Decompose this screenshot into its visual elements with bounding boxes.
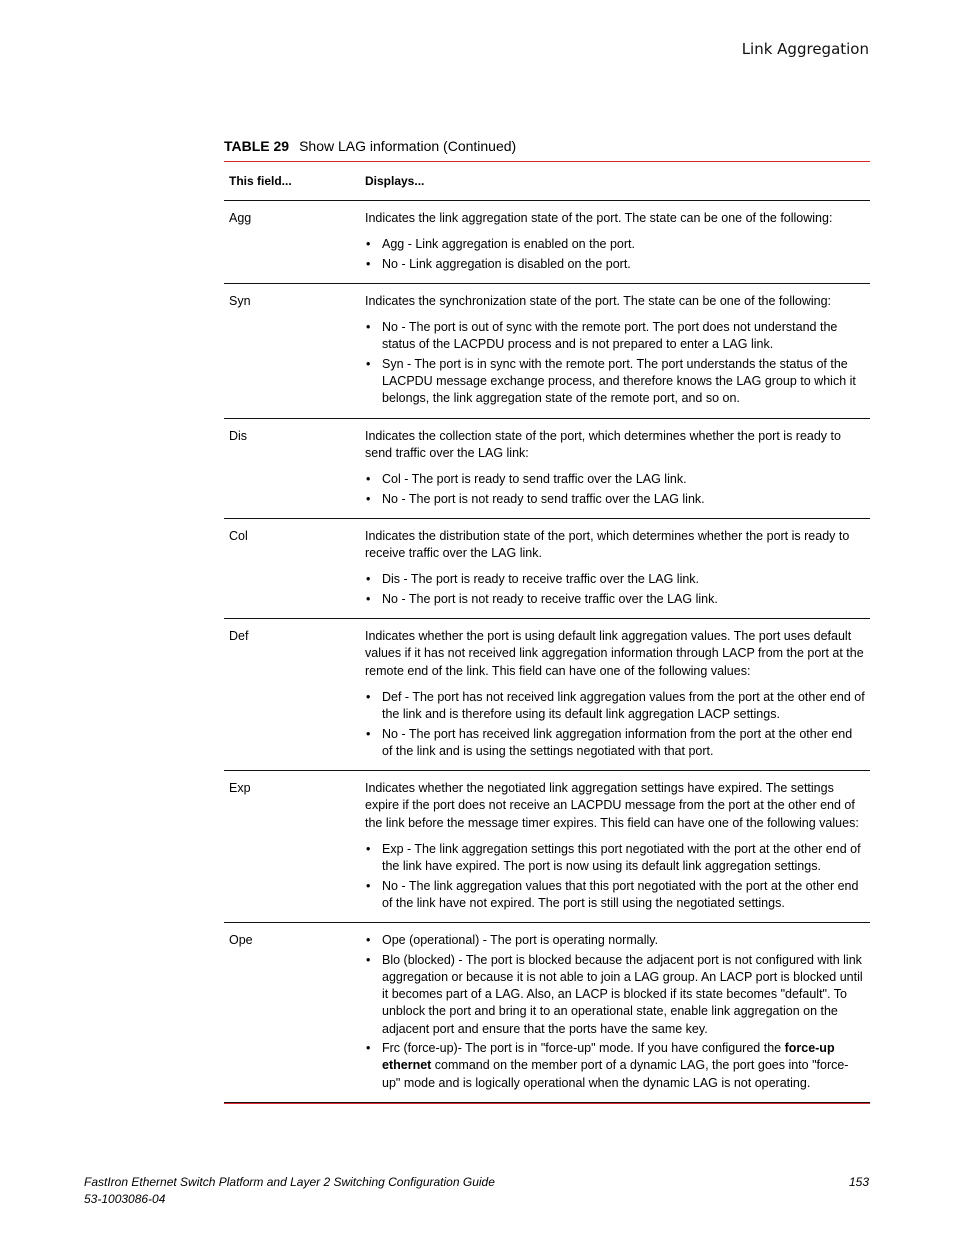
table-row (224, 771, 870, 923)
list-item: • No - Link aggregation is disabled on the port. (365, 256, 866, 273)
list-item: • Dis - The port is ready to receive traffic over the LAG link. (365, 571, 866, 588)
field-description (365, 519, 870, 618)
field-name: Exp (229, 781, 251, 796)
field-name: Def (229, 629, 249, 644)
list-item: • No - The port is not ready to receive traffic over the LAG link. (365, 591, 866, 608)
table-header-row (224, 162, 870, 201)
list-item: • Agg - Link aggregation is enabled on the port. (365, 236, 866, 253)
field-name: Dis (229, 428, 248, 443)
value-list (365, 571, 866, 608)
value-list (365, 932, 866, 1092)
list-item: • No - The port is not ready to send traffic over the LAG link. (365, 491, 866, 508)
table-row (224, 923, 870, 1103)
list-item (365, 1040, 866, 1092)
lag-info-table (224, 161, 870, 1104)
description-intro: Indicates whether the negotiated link aggregation settings have expired. The settings expire if the port does not receive an LACPDU message from the port at the other end of the link before the message timer expires. This field can have one of the following values: (365, 781, 859, 830)
list-item: • Syn - The port is in sync with the remote port. The port understands the status of the LACPDU message exchange process, and therefore knows the LAG group to which it belongs, the link aggregation state of the remote port, and so on. (365, 356, 866, 408)
column-header-displays: Displays... (365, 174, 425, 188)
page-number: 153 (848, 1175, 869, 1189)
list-item: • No - The link aggregation values that this port negotiated with the port at the other end of the link have not expired. The port is still using the negotiated settings. (365, 878, 866, 913)
value-list (365, 236, 866, 273)
table-caption-text: Show LAG information (Continued) (299, 138, 517, 154)
section-header: Link Aggregation (741, 40, 869, 58)
value-list (365, 471, 866, 508)
list-item: • Exp - The link aggregation settings this port negotiated with the port at the other end of the link have expired. The port is now using its default link aggregation settings. (365, 841, 866, 876)
field-name: Ope (229, 933, 253, 948)
list-item: • No - The port has received link aggregation information from the port at the other end of the link and is using the settings negotiated with that port. (365, 726, 866, 761)
field-description (365, 771, 870, 922)
table-bottom-rule (224, 1103, 870, 1104)
field-name: Col (229, 528, 248, 543)
list-item: • Blo (blocked) - The port is blocked because the adjacent port is not configured with link aggregation or because it is not able to join a LAG group. An LACP port is blocked until it becomes part of a LAG. Also, an LACP is blocked if its state becomes "default". To unblock the port and bring it to an operational state, enable link aggregation on the adjacent port and ensure that the ports have the same key. (365, 952, 866, 1038)
field-description (365, 619, 870, 770)
description-intro: Indicates the link aggregation state of the port. The state can be one of the following: (365, 211, 833, 225)
field-description (365, 284, 870, 418)
table-caption (224, 138, 516, 154)
list-item-text: Frc (force-up)- The port is in "force-up" mode. If you have configured the (382, 1040, 785, 1055)
footer-doc-title: FastIron Ethernet Switch Platform and Layer 2 Switching Configuration Guide (84, 1175, 495, 1189)
field-name: Syn (229, 293, 251, 308)
field-description (365, 923, 870, 1102)
table-caption-number: TABLE 29 (224, 138, 290, 154)
table-row (224, 419, 870, 519)
description-intro: Indicates the synchronization state of the port. The state can be one of the following: (365, 293, 832, 308)
list-item: • No - The port is out of sync with the remote port. The port does not understand the status of the LACPDU process and is not prepared to enter a LAG link. (365, 319, 866, 354)
description-intro: Indicates the distribution state of the port, which determines whether the port is ready to receive traffic over the LAG link. (365, 528, 850, 561)
description-intro: Indicates the collection state of the port, which determines whether the port is ready to send traffic over the LAG link: (365, 428, 841, 460)
table-row (224, 201, 870, 284)
table-row (224, 519, 870, 619)
description-intro: Indicates whether the port is using default link aggregation values. The port uses default values if it has not received link aggregation information through LACP from the port at the remote end of the link. This field can have one of the following values: (365, 629, 864, 678)
table-row (224, 284, 870, 419)
field-description (365, 419, 870, 518)
value-list (365, 689, 866, 760)
column-header-field: This field... (229, 174, 292, 188)
value-list (365, 841, 866, 912)
list-item: • Ope (operational) - The port is operating normally. (365, 932, 866, 949)
list-item: • Def - The port has not received link aggregation values from the port at the other end of the link and is therefore using its default link aggregation LACP settings. (365, 689, 866, 724)
table-row (224, 619, 870, 771)
list-item-text: command on the member port of a dynamic LAG, the port goes into "force-up" mode and is logically operational when the dynamic LAG is not operating. (382, 1058, 849, 1090)
list-item: • Col - The port is ready to send traffic over the LAG link. (365, 471, 866, 488)
command-name: force-up ethernet (382, 1040, 835, 1073)
value-list (365, 319, 866, 407)
footer-doc-code: 53-1003086-04 (84, 1192, 166, 1206)
field-name: Agg (229, 211, 252, 225)
field-description (365, 201, 870, 283)
